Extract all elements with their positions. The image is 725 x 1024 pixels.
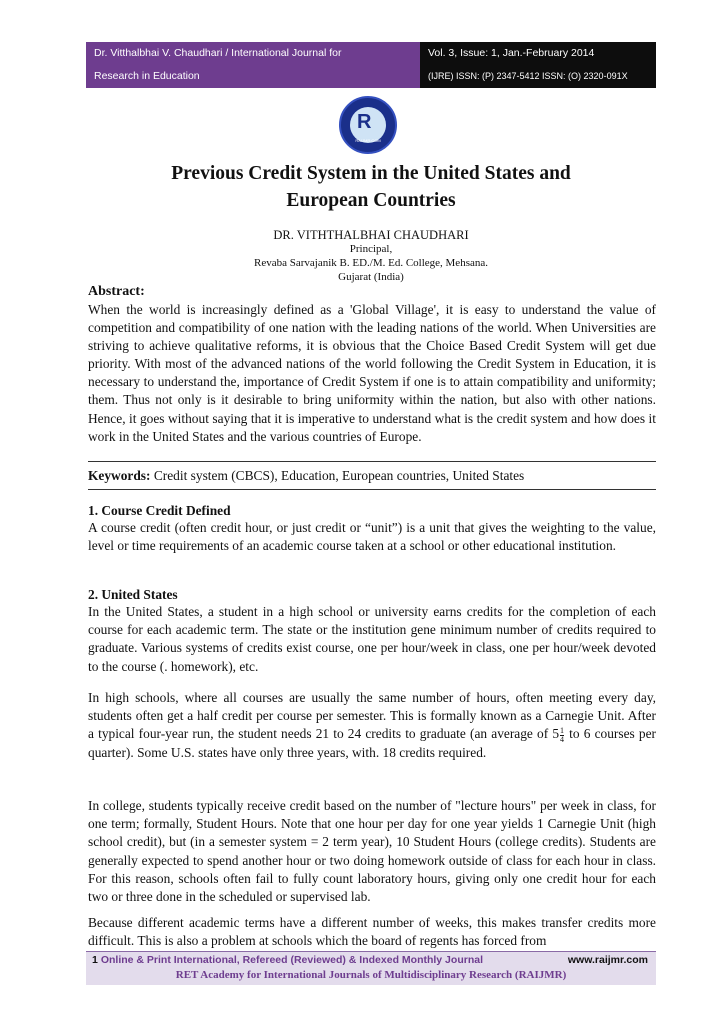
header-left-line1: Dr. Vitthalbhai V. Chaudhari / International Journal for [94,47,342,59]
section-1-heading: 1. Course Credit Defined [88,503,231,518]
section-2-paragraph-4: Because different academic terms have a different number of weeks, this makes transfer credits more difficult. This is also a problem at schools which the board of regents has forced from [88,915,656,949]
fraction-numerator: 1 [560,725,565,735]
footer-journal-text: Online & Print International, Refereed (Reviewed) & Indexed Monthly Journal [100,954,483,966]
paragraph-2-part-b: to 6 courses per quarter). Some U.S. states have only three years, with. 18 credits required. [88,726,656,760]
author-block [86,228,656,284]
section-2-heading: 2. United States [88,587,178,602]
header-issue-info [420,42,656,88]
keywords-label: Keywords: [88,468,151,483]
page-number: 1 [92,954,98,966]
author-location: Gujarat (India) [338,271,404,283]
footer-publisher: RET Academy for International Journals of Multidisciplinary Research (RAIJMR) [175,969,567,981]
header-volume-issue: Vol. 3, Issue: 1, Jan.-February 2014 [428,47,595,59]
journal-seal-logo-icon [339,96,397,154]
paper-title-line2: European Countries [286,190,456,211]
section-1-text: A course credit (often credit hour, or just credit or “unit”) is a unit that gives the weighting to the value, level or time requirements of an academic course taken at a school or other educational institution. [88,520,656,554]
abstract-heading: Abstract: [88,284,145,299]
footer-journal-line [92,954,483,966]
author-institution: Revaba Sarvajanik B. ED./M. Ed. College, Mehsana. [253,257,488,269]
divider-top [88,461,656,462]
section-2-paragraph-3: In college, students typically receive credit based on the number of "lecture hours" per week in class, for one term; formally, Student Hours. Note that one hour per day for one year yields 1 Carnegie Unit (high school credit), but (in a semester system = 2 term year), 10 Student Hours (college credits). Students are generally expected to spend another hour or two doing homework outside of class for each hour in class. For this reason, schools often fail to fully count laboratory hours, giving only one credit hour for each two or three done in the scheduled or supervised lab. [88,798,656,905]
footer-url: www.raijmr.com [567,954,648,966]
paragraph-2-part-a: In high schools, where all courses are usually the same number of hours, often meeting every day, students often get a half credit per course per semester. This is formally known as a Carnegie Unit. After a typical four-year run, the student needs 21 to 24 credits to graduate (an average of 5 [88,690,656,742]
abstract-text: When the world is increasingly defined as a 'Global Village', it is easy to understand the value of competition and compatibility of one nation with the leading nations of the world. When Universities are striving to achieve qualitative reforms, it is obvious that the Choice Based Credit System will get due priority. With most of the advanced nations of the world following the Credit System in Education, it is necessary to understand the, importance of Credit System if one is to attain compatibility and uniformity; them. Thus not only is it desirable to bring uniformity within the nation, but also with other nations. Hence, it goes without saying that it is imperative to understand what is the credit system and how does it work in the United States and the various countries of Europe. [88,302,656,444]
paper-title-line1: Previous Credit System in the United States and [171,163,571,184]
section-2-paragraph-1: In the United States, a student in a high school or university earns credits for the completion of each course for each academic term. The state or the institution gene minimum number of credits required to graduate. Various systems of credits exist course, one per hour/week in class, one per hour/week devoted to the course (. homework), etc. [88,604,656,674]
logo-caption: RAIJMR.COM [355,138,381,143]
fraction [560,727,564,744]
keywords [88,468,656,484]
header-journal-title [86,42,420,88]
logo-letter: R [357,111,372,133]
author-name: DR. VITHTHALBHAI CHAUDHARI [273,228,469,242]
fraction-denominator: 4 [560,734,565,744]
divider-bottom [88,489,656,490]
header-issn: (IJRE) ISSN: (P) 2347-5412 ISSN: (O) 2320-091X [428,71,628,81]
author-role: Principal, [349,243,393,255]
paper-title [86,160,656,214]
keywords-text: Credit system (CBCS), Education, European countries, United States [153,468,525,483]
header-left-line2: Research in Education [94,70,200,82]
page-footer [86,951,656,985]
section-2-paragraph-2 [88,689,656,762]
